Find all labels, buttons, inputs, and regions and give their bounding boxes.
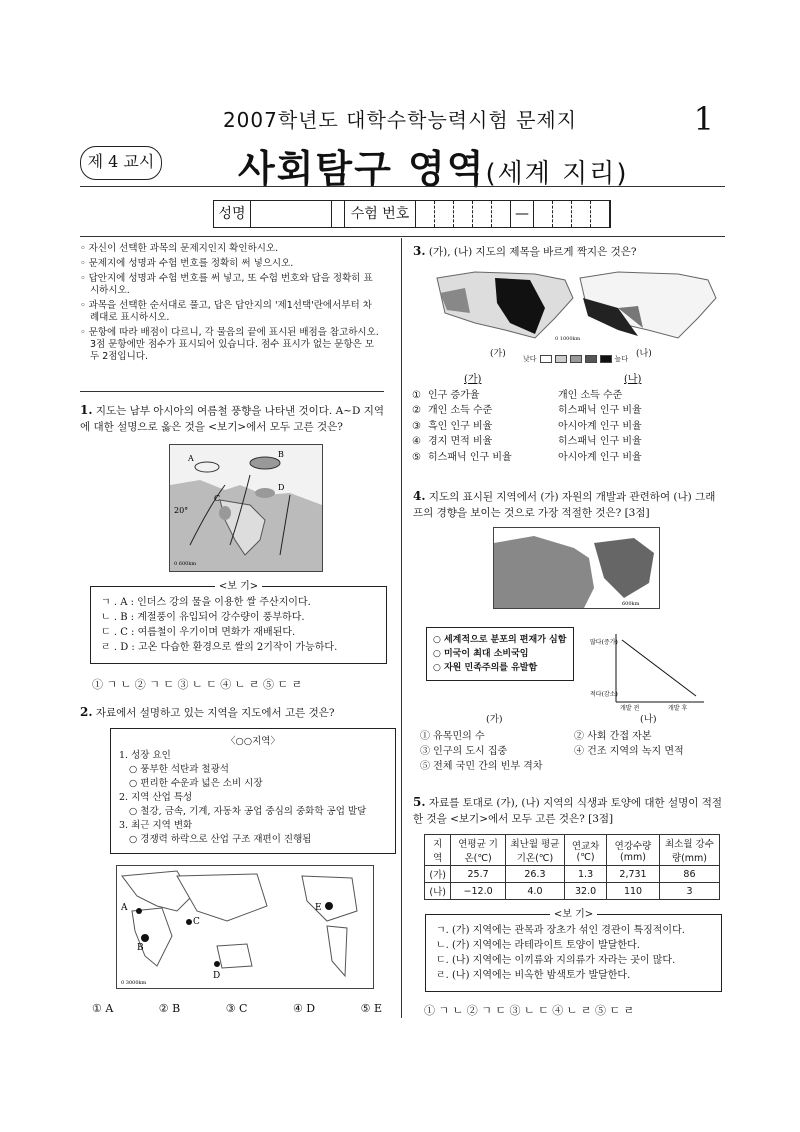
page-number: 1 xyxy=(693,100,714,138)
graph-bottom-label: 적다(감소) xyxy=(590,691,618,698)
choice[interactable]: ④ 건조 지역의 녹지 면적 xyxy=(574,746,684,757)
map-scale: 600km xyxy=(622,601,640,607)
map-label-ga: (가) xyxy=(490,349,506,359)
us-map-ga-svg xyxy=(435,268,575,344)
subject-sub: (세계 지리) xyxy=(485,159,629,189)
table-header-row: 지역 연평균 기온(℃) 최난월 평균 기온(℃) 연교차 (℃) 연강수량 (mm) 최소월 강수량(mm) xyxy=(425,835,720,866)
bogi-item: ㄹ . D : 고온 다습한 환경으로 쌀의 2기작이 가능하다. xyxy=(101,642,338,653)
map-label-na: (나) xyxy=(636,349,652,359)
question-number: 1. xyxy=(80,403,93,417)
bogi-title: <보 기> xyxy=(215,581,262,592)
column-divider xyxy=(401,238,402,1018)
question-5 xyxy=(413,794,723,827)
map-scale: 0 1000km xyxy=(555,336,581,342)
choice[interactable]: ③ 인구의 도시 집중 xyxy=(420,746,508,757)
option-row[interactable]: ④ 경지 면적 비율 히스패닉 인구 비율 xyxy=(412,436,642,447)
australia-shape xyxy=(217,944,252,968)
exam-number-label: 수험 번호 xyxy=(344,201,416,227)
region-a xyxy=(195,462,219,472)
box-title: 〈○○지역〉 xyxy=(226,736,280,747)
box-line: 3. 최근 지역 변화 xyxy=(119,820,193,831)
us-map-na xyxy=(578,268,718,344)
resource-line: ○ 세계적으로 분포의 편재가 심함 xyxy=(433,635,567,645)
south-america-shape xyxy=(327,926,347,976)
note: ◦ 과목을 선택한 순서대로 풀고, 답은 답안지의 '제1선택'란에서부터 차례대로 표시하시오. xyxy=(80,300,372,323)
legend-high: 높다 xyxy=(614,355,629,363)
question-4 xyxy=(413,488,723,521)
map-legend xyxy=(523,354,628,364)
choice[interactable]: ① A xyxy=(92,1002,114,1015)
note: ◦ 문항에 따라 배점이 다르니, 각 물음의 끝에 표시된 배점을 참고하시오. 3점 문항에만 점수가 표시되어 있습니다. 점수 표시가 없는 문항은 모두 2점입니다. xyxy=(80,327,379,362)
africa-mideast-map-svg xyxy=(494,528,659,608)
label-ga: (가) xyxy=(486,714,503,725)
trend-graph xyxy=(588,630,708,712)
choices-4 xyxy=(420,729,720,774)
id-rule xyxy=(80,236,725,237)
note: ◦ 자신이 선택한 과목의 문제지인지 확인하시오. xyxy=(80,243,279,254)
question-text: 지도는 남부 아시아의 여름철 풍향을 나타낸 것이다. A~D 지역에 대한 설명으로 옳은 것을 <보기>에서 모두 고른 것은? xyxy=(80,405,385,433)
resource-line: ○ 자원 민족주의를 유발함 xyxy=(433,663,538,673)
us-map-ga xyxy=(435,268,575,344)
asia-shape xyxy=(177,874,267,921)
exam-digit[interactable] xyxy=(473,201,492,227)
map-label: D xyxy=(213,971,221,981)
question-text: 자료에서 설명하고 있는 지역을 지도에서 고른 것은? xyxy=(95,707,335,719)
option-row[interactable]: ⑤ 히스패닉 인구 비율 아시아계 인구 비율 xyxy=(412,451,642,463)
question-text: (가), (나) 지도의 제목을 바르게 짝지은 것은? xyxy=(428,246,637,258)
world-map xyxy=(116,865,374,989)
data-box-2 xyxy=(110,728,396,854)
bogi-item: ㄴ. (가) 지역에는 라테라이트 토양이 발달한다. xyxy=(436,940,640,951)
box-line: ○ 풍부한 석탄과 철광석 xyxy=(129,764,229,775)
box-line: 1. 성장 요인 xyxy=(119,750,171,761)
region-marker xyxy=(186,919,192,925)
box-line: 2. 지역 산업 특성 xyxy=(119,792,193,803)
notes-rule xyxy=(80,391,384,392)
table-row: (가) 25.7 26.3 1.3 2,731 86 xyxy=(425,866,720,883)
bogi-box-1 xyxy=(90,581,387,664)
bogi-item: ㄷ . C : 여름철이 우기이며 면화가 재배된다. xyxy=(101,627,296,638)
exam-dash: — xyxy=(511,201,534,227)
trend-line xyxy=(622,640,696,696)
south-asia-map-svg xyxy=(170,445,322,571)
header-rule xyxy=(80,186,725,187)
bogi-title: <보 기> xyxy=(550,909,597,920)
graph-x2-label: 개발 후 xyxy=(668,705,688,712)
choice[interactable]: ④ D xyxy=(292,1002,316,1015)
question-number: 2. xyxy=(80,705,93,719)
resource-line: ○ 미국이 최대 소비국임 xyxy=(433,649,529,659)
region-marker xyxy=(141,934,149,942)
map-label: B xyxy=(137,943,144,953)
region-c xyxy=(219,506,231,520)
choice[interactable]: ⑤ 전체 국민 간의 빈부 격차 xyxy=(420,761,543,772)
question-number: 3. xyxy=(413,244,426,258)
label-na: (나) xyxy=(640,714,657,725)
id-box xyxy=(213,200,611,228)
map-label: B xyxy=(278,450,284,459)
exam-title: 2007학년도 대학수학능력시험 문제지 xyxy=(222,108,578,132)
legend-low: 낮다 xyxy=(523,355,537,363)
map-label: D xyxy=(278,483,285,492)
bogi-box-5 xyxy=(425,909,722,992)
note: ◦ 답안지에 성명과 수험 번호를 써 넣고, 또 수험 번호와 답을 정확히 표시하시오. xyxy=(80,273,373,296)
map-label: C xyxy=(193,917,200,927)
question-number: 4. xyxy=(413,489,426,503)
region-marker xyxy=(214,961,220,967)
box-line: ○ 철강, 금속, 기계, 자동차 공업 중심의 중화학 공업 발달 xyxy=(129,806,367,817)
map-scale: 0 3000km xyxy=(121,980,147,986)
box-line: ○ 경쟁력 하락으로 산업 구조 재편이 진행됨 xyxy=(129,834,312,845)
exam-digit[interactable] xyxy=(553,201,572,227)
region-marker xyxy=(136,908,142,914)
option-row[interactable]: ② 개인 소득 수준 히스패닉 인구 비율 xyxy=(412,405,642,416)
south-asia-map xyxy=(169,444,323,572)
graph-x1-label: 개발 전 xyxy=(620,705,640,712)
resource-box xyxy=(426,627,574,681)
bogi-item: ㄷ. (나) 지역에는 이끼류와 지의류가 자라는 곳이 많다. xyxy=(436,955,676,966)
question-text: 자료를 토대로 (가), (나) 지역의 식생과 토양에 대한 설명이 적절한 것을 <보기>에서 모두 고른 것은? [3점] xyxy=(413,797,723,825)
table-row: (나) −12.0 4.0 32.0 110 3 xyxy=(425,883,720,900)
world-map-svg xyxy=(117,866,373,988)
map-scale: 0 600km xyxy=(174,561,197,567)
choice[interactable]: ② B xyxy=(158,1002,181,1015)
map-label: E xyxy=(315,903,322,913)
bogi-item: ㄴ . B : 계절풍이 유입되어 강수량이 풍부하다. xyxy=(101,612,305,623)
question-text: 지도의 표시된 지역에서 (가) 자원의 개발과 관련하여 (나) 그래프의 경향을 보이는 것으로 가장 적절한 것은? [3점] xyxy=(413,491,716,519)
question-1 xyxy=(80,402,385,435)
exam-digit[interactable] xyxy=(435,201,454,227)
map-label: A xyxy=(121,903,128,913)
choice[interactable]: ① 유목민의 수 xyxy=(420,731,485,742)
option-row[interactable]: ③ 흑인 인구 비율 아시아계 인구 비율 xyxy=(412,420,642,432)
north-africa-shape xyxy=(494,536,594,608)
us-map-na-svg xyxy=(578,268,718,344)
period-badge: 제 4 교시 xyxy=(80,146,162,180)
name-label: 성명 xyxy=(214,201,251,227)
question-3 xyxy=(413,243,723,260)
choices-5[interactable]: ① ㄱ ㄴ ② ㄱ ㄷ ③ ㄴ ㄷ ④ ㄴ ㄹ ⑤ ㄷ ㄹ xyxy=(424,1004,635,1017)
exam-digit[interactable] xyxy=(454,201,473,227)
bogi-item: ㄹ. (나) 지역에는 비옥한 밤색토가 발달한다. xyxy=(436,970,631,981)
subject-title xyxy=(238,138,629,193)
q3-options xyxy=(412,372,712,465)
climate-table xyxy=(424,834,720,900)
region-marker xyxy=(325,902,333,910)
exam-digit[interactable] xyxy=(534,201,553,227)
question-number: 5. xyxy=(413,795,426,809)
middle-east-shape xyxy=(594,538,654,598)
bogi-item: ㄱ . A : 인더스 강의 물을 이용한 쌀 주산지이다. xyxy=(101,597,311,608)
col-header: (나) xyxy=(624,374,642,385)
box-line: ○ 편리한 수운과 넓은 소비 시장 xyxy=(129,778,263,789)
region-b xyxy=(250,457,280,469)
africa-shape xyxy=(132,908,172,966)
trend-graph-svg xyxy=(588,630,708,712)
map-label: A xyxy=(188,454,194,463)
exam-digit[interactable] xyxy=(591,201,610,227)
note: ◦ 문제지에 성명과 수험 번호를 정확히 써 넣으시오. xyxy=(80,258,294,269)
choice[interactable]: ② 사회 간접 자본 xyxy=(574,731,652,742)
question-2 xyxy=(80,704,385,721)
exam-digit[interactable] xyxy=(416,201,435,227)
subject-main: 사회탐구 영역 xyxy=(238,147,486,191)
choices-1[interactable]: ① ㄱ ㄴ ② ㄱ ㄷ ③ ㄴ ㄷ ④ ㄴ ㄹ ⑤ ㄷ ㄹ xyxy=(92,678,303,691)
exam-digit[interactable] xyxy=(492,201,511,227)
name-field[interactable] xyxy=(251,201,332,227)
option-row[interactable]: ① 인구 증가율 개인 소득 수준 xyxy=(412,389,623,401)
map-label: C xyxy=(214,494,221,503)
choice[interactable]: ⑤ E xyxy=(360,1002,382,1015)
col-header: (가) xyxy=(464,374,482,385)
africa-mideast-map xyxy=(493,527,660,609)
north-america-shape xyxy=(302,876,357,921)
graph-top-label: 많다(증가) xyxy=(590,639,618,646)
instructions xyxy=(80,243,380,366)
exam-digit[interactable] xyxy=(572,201,591,227)
choices-2 xyxy=(92,1002,382,1015)
bogi-item: ㄱ. (가) 지역에는 관목과 장초가 섞인 경관이 특징적이다. xyxy=(436,925,685,936)
region-d xyxy=(255,488,275,498)
choice[interactable]: ③ C xyxy=(225,1002,248,1015)
map-label: 20° xyxy=(174,506,189,515)
